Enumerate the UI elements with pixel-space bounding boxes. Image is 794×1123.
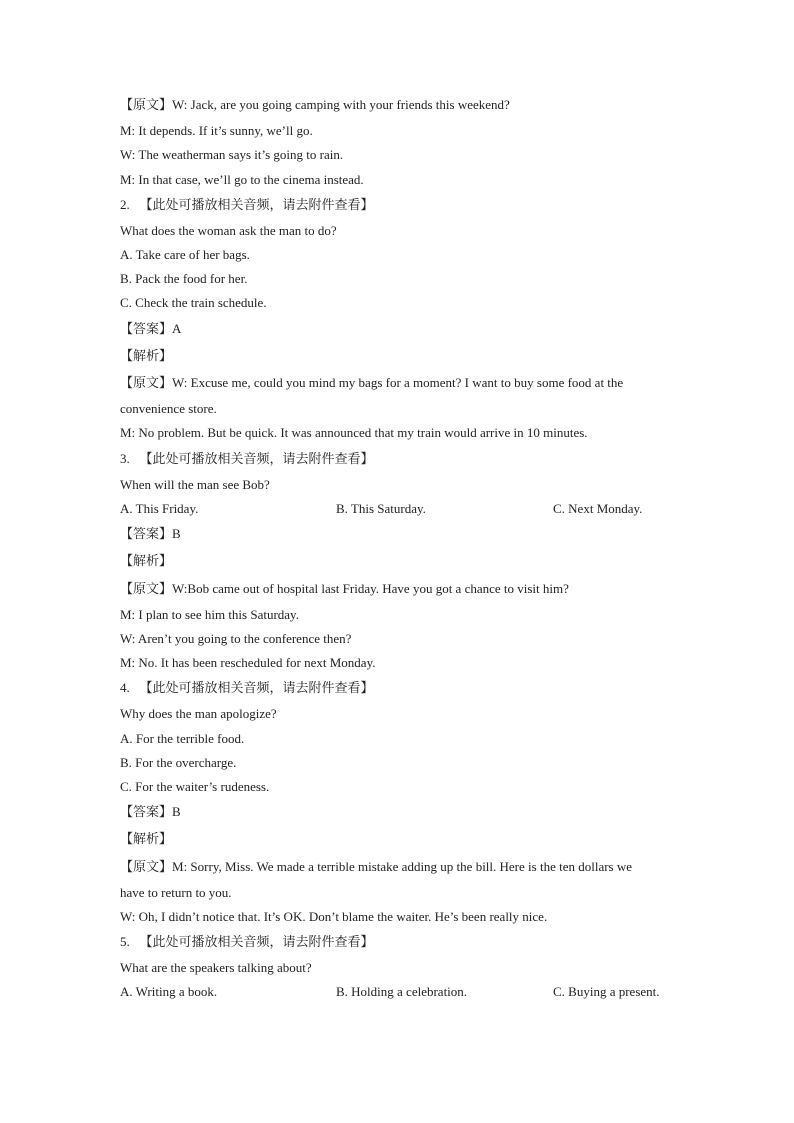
option-a: A. Take care of her bags. — [120, 247, 250, 262]
transcript-line: 【原文】W: Jack, are you going camping with your friends this weekend? — [120, 97, 510, 113]
answer-label: 【答案】 — [120, 805, 173, 820]
option-c: C. Check the train schedule. — [120, 295, 267, 310]
transcript-line: M: It depends. If it’s sunny, we’ll go. — [120, 123, 313, 138]
yuanwen-label: 【原文】 — [120, 860, 173, 875]
transcript-line: M: I plan to see him this Saturday. — [120, 607, 299, 622]
question-text: When will the man see Bob? — [120, 477, 270, 492]
answer-line — [120, 321, 181, 338]
answer-line — [120, 804, 181, 821]
transcript-line: 【原文】W: Excuse me, could you mind my bags for a moment? I want to buy some food at the — [120, 375, 624, 391]
answer-label: 【答案】 — [120, 322, 173, 337]
transcript-line: 【原文】M: Sorry, Miss. We made a terrible mistake adding up the bill. Here is the ten dollars we — [120, 859, 633, 875]
audio-note[interactable]: 【此处可播放相关音频，请去附件查看】 — [139, 681, 374, 696]
transcript-line: M: In that case, we’ll go to the cinema instead. — [120, 172, 364, 187]
transcript-line: M: No problem. But be quick. It was announced that my train would arrive in 10 minutes. — [120, 425, 588, 440]
option-b: B. Pack the food for her. — [120, 271, 248, 286]
transcript-line: W: Oh, I didn’t notice that. It’s OK. Don’t blame the waiter. He’s been really nice. — [120, 909, 548, 924]
answer-value: B — [172, 526, 181, 541]
yuanwen-label: 【原文】 — [120, 582, 173, 597]
transcript-line: W: The weatherman says it’s going to rain. — [120, 147, 344, 162]
question-header-5: 5. 【此处可播放相关音频，请去附件查看】 — [120, 934, 374, 950]
option-b: B. This Saturday. — [336, 501, 426, 516]
question-text: Why does the man apologize? — [120, 706, 277, 721]
question-header-4: 4. 【此处可播放相关音频，请去附件查看】 — [120, 680, 374, 696]
question-text: What does the woman ask the man to do? — [120, 223, 337, 238]
answer-value: A — [172, 321, 182, 336]
transcript-line: have to return to you. — [120, 885, 232, 900]
audio-note[interactable]: 【此处可播放相关音频，请去附件查看】 — [139, 935, 374, 950]
yuanwen-label: 【原文】 — [120, 376, 173, 391]
transcript-line: convenience store. — [120, 401, 217, 416]
answer-value: B — [172, 804, 181, 819]
analysis-label: 【解析】 — [120, 832, 173, 847]
answer-line — [120, 526, 181, 543]
question-text: What are the speakers talking about? — [120, 960, 312, 975]
analysis-label: 【解析】 — [120, 554, 173, 569]
question-header-3: 3. 【此处可播放相关音频，请去附件查看】 — [120, 451, 374, 467]
question-header-2: 2. 【此处可播放相关音频，请去附件查看】 — [120, 197, 374, 213]
yuanwen-label: 【原文】 — [120, 98, 173, 113]
option-c: C. For the waiter’s rudeness. — [120, 779, 270, 794]
transcript-line: 【原文】W:Bob came out of hospital last Friday. Have you got a chance to visit him? — [120, 581, 569, 597]
option-a: A. This Friday. — [120, 501, 199, 516]
option-b: B. For the overcharge. — [120, 755, 237, 770]
option-c: C. Buying a present. — [553, 984, 660, 999]
answer-label: 【答案】 — [120, 527, 173, 542]
audio-note[interactable]: 【此处可播放相关音频，请去附件查看】 — [139, 452, 374, 467]
audio-note[interactable]: 【此处可播放相关音频，请去附件查看】 — [139, 198, 374, 213]
option-a: A. For the terrible food. — [120, 731, 245, 746]
option-b: B. Holding a celebration. — [336, 984, 468, 999]
option-a: A. Writing a book. — [120, 984, 218, 999]
option-c: C. Next Monday. — [553, 501, 643, 516]
transcript-line: W: Aren’t you going to the conference then? — [120, 631, 352, 646]
transcript-line: M: No. It has been rescheduled for next Monday. — [120, 655, 376, 670]
analysis-label: 【解析】 — [120, 349, 173, 364]
